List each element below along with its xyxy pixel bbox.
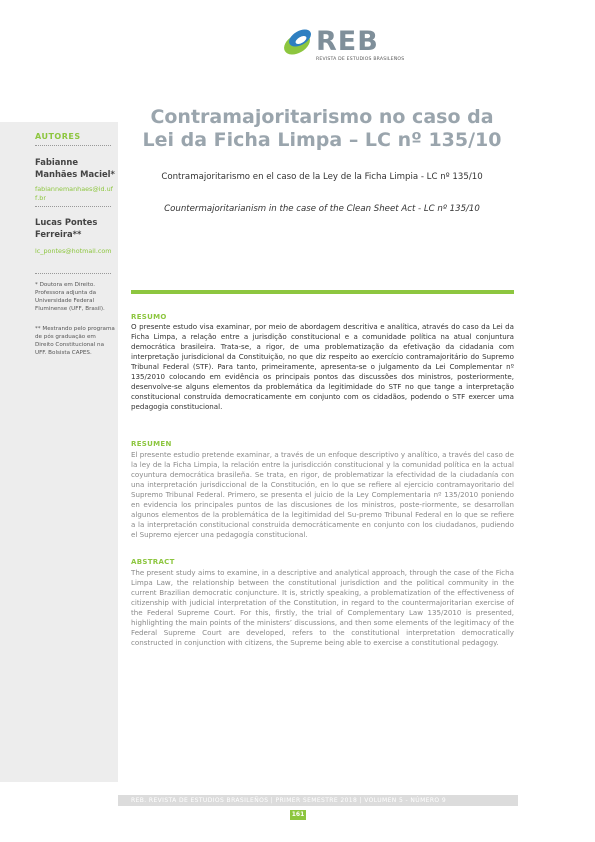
sidebar-divider: [35, 206, 111, 207]
resumen-text: El presente estudio pretende examinar, a través de un enfoque descriptivo y analítico, a través del caso de la ley de la Ficha Limpia, la relación entre la jurisdicción constitucional y la comunidad política en la actual coyuntura democrática brasileña. Se trata, en rigor, de problematizar la efectividad de la ciudadanía con una interpretación jurisdiccional de la Constitución, en lo que se refiere al ejercicio contramayoritario del Supremo Tribunal Federal. Primero, se presenta el juicio de la Ley Complementaria nº 135/2010 poniendo en evidencia los principales puntos de las discusiones de los ministros, poste-riormente, se desarrollan algunos elementos de la problemática de la legitimidad del Su-premo Tribunal Federal en lo que se refiere a la interpretación constitucional construida democráticamente en conjunto con los ciudadanos, pudiendo el Supremo ejercer una pedagogía constitucional.: [131, 450, 514, 539]
article-subtitle-es: Contramajoritarismo en el caso de la Ley de la Ficha Limpia - LC nº 135/10: [161, 172, 483, 182]
sidebar-divider: [35, 273, 111, 274]
abstract-text: The present study aims to examine, in a descriptive and analytical approach, through the case of the Ficha Limpa Law, the relationship between the constitutional jurisdiction and the political community in the current Brazilian democratic conjuncture. It is, strictly speaking, a problematization of the effectiveness of citizenship with judicial interpretation of the Constitution, in regard to the countermajoritarian exercise of the Federal Supreme Court. For this, firstly, the trial of Complementary Law 135/2010 is presented, highlighting the main points of the ministers’ discussions, and then some elements of the legitimacy of the Federal Supreme Court are developed, refers to the constitutional interpretation democratically constructed in conjunction with citizens, the Supreme being able to exercise a constitutional pedagogy.: [131, 568, 514, 647]
article-subtitle-en: Countermajoritarianism in the case of the Clean Sheet Act - LC nº 135/10: [164, 204, 480, 214]
journal-logo: [281, 24, 405, 64]
logo-wordmark: REB: [316, 26, 379, 57]
resumen-heading: RESUMEN: [131, 440, 172, 448]
author-name-2: Lucas Pontes Ferreira**: [35, 217, 98, 239]
author-email-2[interactable]: lc_pontes@hotmail.com: [35, 247, 112, 255]
authors-heading: AUTORES: [35, 132, 81, 141]
resumo-text: O presente estudo visa examinar, por meio de abordagem descritiva e analítica, através do caso da Lei da Ficha Limpa, a relação entre a jurisdição constitucional e a comunidade política na atual conjuntura democrática brasileira. Trata-se, a rigor, de uma problematização da efetivação da cidadania com interpretação jurisdicional da Constituição, no que diz respeito ao exercício contramajoritário do Supremo Tribunal Federal (STF). Para tanto, primeiramente, apresenta-se o julgamento da Lei Complementar nº 135/2010 colocando em evidência os principais pontos das discussões dos ministros, posteriormente, desenvolve-se alguns elementos da problemática da legitimidade do STF no que tange a interpretação constitucional construída democraticamente em conjunto com os cidadãos, podendo o STF exercer uma pedagogia constitucional.: [131, 322, 514, 411]
abstract-heading: ABSTRACT: [131, 558, 175, 566]
author-email-1[interactable]: fabiannemanhaes@id.uff.br: [35, 185, 113, 202]
sidebar-divider: [35, 145, 111, 146]
section-divider-bar: [131, 290, 514, 294]
author-name-1: Fabianne Manhães Maciel*: [35, 157, 115, 179]
author-note-1: * Doutora em Direito. Professora adjunta da Universidade Federal Fluminense (UFF, Brasil).: [35, 282, 105, 312]
leaf-logo-icon: [281, 24, 315, 58]
resumo-heading: RESUMO: [131, 313, 167, 321]
author-note-2: ** Mestrando pelo programa de pós graduação em Direito Constitucional na UFF. Bolsista CAPES.: [35, 326, 115, 356]
footer-journal-info: REB. REVISTA DE ESTUDIOS BRASILEÑOS | PRIMER SEMESTRE 2018 | VOLUMEN 5 - NÚMERO 9: [131, 797, 447, 804]
page-number: 161: [291, 811, 305, 818]
logo-subtitle: REVISTA DE ESTUDIOS BRASILEÑOS: [316, 57, 405, 62]
article-title: Contramajoritarismo no caso da Lei da Ficha Limpa – LC nº 135/10: [142, 106, 502, 151]
